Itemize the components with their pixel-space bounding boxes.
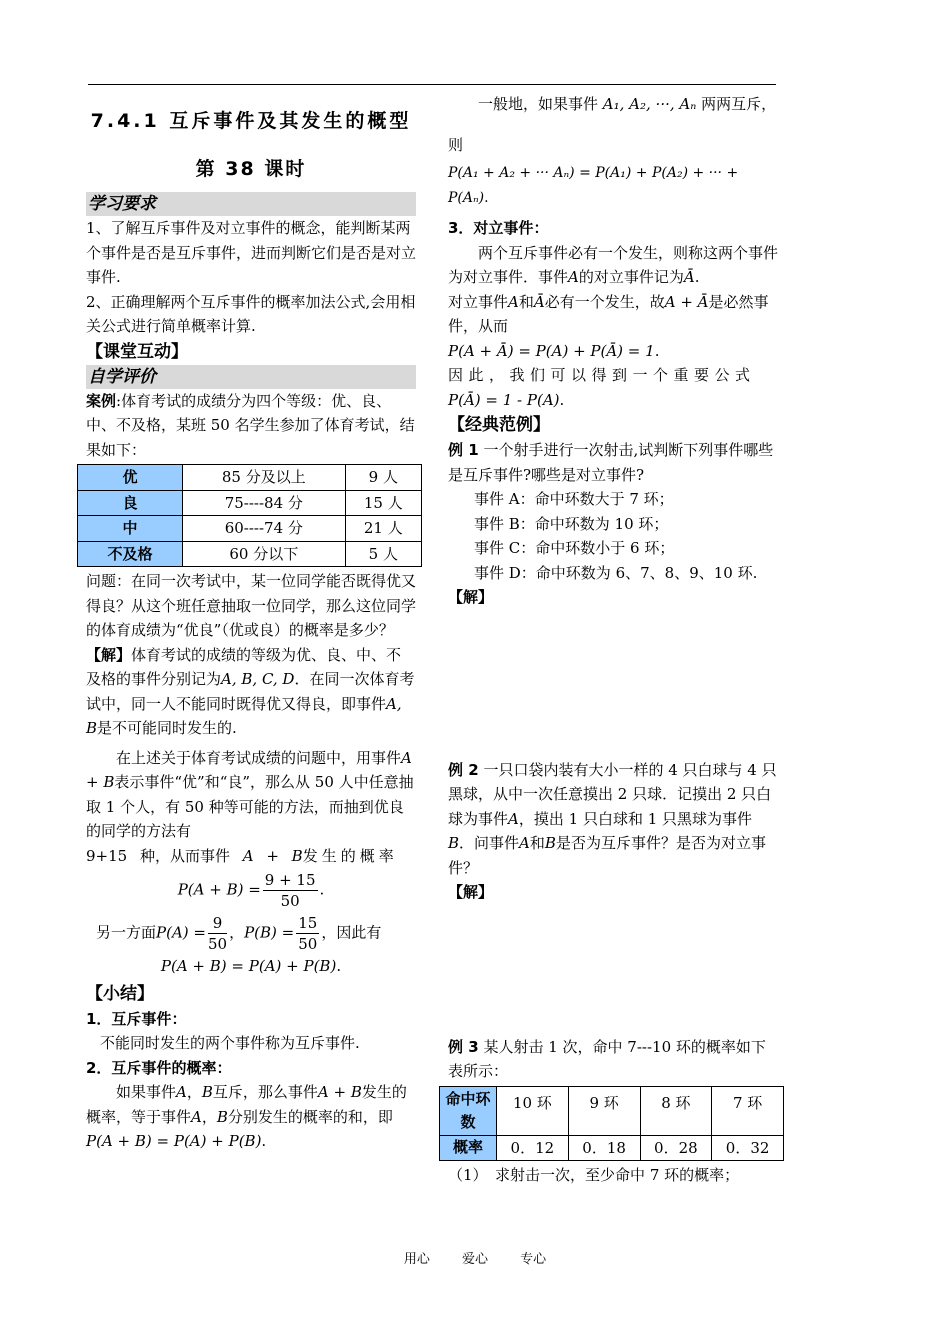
list-item: 事件 D：命中环数为 6、7、8、9、10 环. — [474, 563, 758, 582]
example-1-solution-label: 【解】 — [448, 588, 494, 606]
table-row — [440, 1086, 784, 1135]
requirement-1: 1、了解互斥事件及对立事件的概念，能判断某两个事件是否是互斥事件，进而判断它们是否是对立事件. — [86, 219, 417, 286]
count-cell: 15 人 — [345, 490, 421, 516]
list-item: 事件 C：命中环数小于 6 环； — [474, 539, 675, 557]
summary-1-title: 1．互斥事件： — [86, 1009, 187, 1028]
math-b: B — [216, 1107, 228, 1126]
general-paragraph — [448, 92, 778, 117]
fraction — [263, 870, 318, 911]
example-1 — [448, 438, 778, 487]
period: . — [261, 1132, 267, 1150]
section-requirements: 学习要求 — [86, 192, 416, 216]
table-row — [440, 1135, 784, 1161]
math-abcd: A, B, C, D — [221, 670, 295, 688]
table-row — [78, 465, 422, 491]
ring-cell: 8 环 — [640, 1086, 712, 1135]
list-item: 事件 B：命中环数为 10 环； — [474, 514, 669, 533]
math-a: A — [508, 809, 519, 828]
period: . — [484, 189, 489, 206]
formula-sum: P(A + B) = P(A) + P(B) — [86, 1132, 262, 1150]
formula-3 — [86, 954, 416, 979]
summary-text: 对立事件 — [448, 292, 509, 311]
formula-text: ，因此有 — [321, 923, 382, 942]
summary-2-title: 2．互斥事件的概率： — [86, 1058, 232, 1077]
grade-cell: 优 — [78, 465, 183, 491]
summary-3-formula-1 — [448, 339, 778, 364]
period: . — [694, 268, 700, 286]
formula-sum: P(A + B) = P(A) + P(B) — [160, 957, 337, 975]
prob-cell: 0．18 — [568, 1135, 640, 1161]
formula-lhs: P(A + B) = — [177, 880, 261, 899]
example-2 — [448, 758, 778, 881]
section-self-eval: 自学评价 — [86, 365, 416, 389]
example-label: 例 1 — [448, 441, 479, 459]
page-footer: 用心 爱心 专心 — [403, 1252, 547, 1267]
denominator: 50 — [207, 935, 228, 953]
range-cell: 60----74 分 — [183, 516, 346, 542]
math-apb: A + B — [317, 1083, 362, 1101]
general-text: 两两互斥， — [701, 95, 777, 113]
top-rule — [88, 84, 776, 85]
denominator: 50 — [280, 892, 300, 910]
left-column — [86, 90, 416, 1154]
ring-cell: 10 环 — [497, 1086, 569, 1135]
answer-space — [448, 905, 778, 1035]
summary-3-text — [448, 241, 778, 290]
section-examples: 【经典范例】 — [448, 415, 550, 435]
denominator: 50 — [298, 935, 318, 953]
count-cell: 21 人 — [345, 516, 421, 542]
formula-1 — [86, 870, 416, 911]
period: . — [336, 957, 342, 975]
explanation-paragraph — [86, 746, 416, 844]
numerator: 15 — [298, 914, 318, 932]
summary-text: 是必然事件，从而 — [448, 292, 769, 335]
math-b: B — [201, 1083, 213, 1101]
page-subtitle: 第 38 课时 — [195, 158, 307, 180]
table-row — [78, 490, 422, 516]
math-a: A — [519, 834, 530, 852]
example-text: ，摸出 1 只白球和 1 只黑球为事件 — [518, 809, 753, 828]
math-b: B — [448, 834, 460, 852]
solution-text: 体育考试的成绩的等级为优、良、中、不及格的事件分别记为 — [86, 645, 402, 688]
range-cell: 85 分及以上 — [183, 465, 346, 491]
comma: ， — [229, 923, 245, 942]
math-ab: A, B — [86, 694, 402, 737]
math-apb: A + B — [86, 748, 412, 791]
summary-text: 两个互斥事件必有一个发生，则称这两个事件为对立事件．事件 — [448, 243, 779, 286]
example-text: 和 — [529, 834, 545, 852]
row-header: 命中环数 — [440, 1086, 497, 1135]
example-label: 例 3 — [448, 1037, 479, 1056]
right-column — [445, 92, 779, 1188]
math-events: A₁, A₂, ···, Aₙ — [602, 95, 697, 113]
case-paragraph — [86, 389, 416, 463]
formula-text: 另一方面 — [96, 923, 157, 942]
math-abar: Ā — [533, 292, 545, 311]
solution-paragraph — [86, 643, 416, 741]
general-text: 一般地，如果事件 — [478, 95, 599, 113]
row-header: 概率 — [440, 1135, 497, 1161]
list-item: 事件 A：命中环数大于 7 环； — [474, 490, 674, 508]
summary-2-text — [86, 1080, 416, 1154]
formula-complement-2: P(Ā) = 1 - P(A) — [448, 390, 560, 409]
prob-cell: 0．32 — [712, 1135, 784, 1161]
table-row — [78, 516, 422, 542]
summary-3-text-2 — [448, 290, 778, 339]
summary-text: 和 — [518, 292, 534, 311]
table-row — [78, 541, 422, 567]
comma: ， — [201, 1107, 217, 1126]
summary-text: 互斥，那么事件 — [212, 1083, 318, 1101]
solution-text: 是不可能同时发生的. — [97, 719, 237, 737]
section-interaction: 【课堂互动】 — [86, 341, 188, 362]
explanation-text: 在上述关于体育考试成绩的问题中，用事件 — [116, 748, 402, 767]
fraction — [296, 913, 319, 954]
math-b: B — [544, 834, 556, 852]
summary-text: 如果事件 — [116, 1083, 177, 1101]
count-cell: 5 人 — [345, 541, 421, 567]
prob-cell: 0．12 — [497, 1135, 569, 1161]
explanation-text: 9+15 种，从而事件 — [86, 846, 230, 865]
section-summary: 【小结】 — [86, 983, 154, 1004]
math-a: A — [568, 268, 579, 286]
summary-text: 分别发生的概率的和，即 — [227, 1107, 393, 1126]
grade-cell: 中 — [78, 516, 183, 542]
period: . — [559, 390, 565, 409]
summary-text: 发生的概率，等于事件 — [86, 1083, 407, 1126]
example-2-solution-label: 【解】 — [448, 883, 494, 901]
numerator: 9 — [208, 913, 227, 934]
general-then: 则 — [448, 135, 464, 154]
formula-2 — [86, 913, 416, 954]
math-a: A — [191, 1107, 202, 1126]
range-cell: 60 分以下 — [183, 541, 346, 567]
period: . — [319, 880, 325, 899]
hit-probability-table — [439, 1086, 784, 1162]
example-text: 是否为互斥事件？是否为对立事件？ — [448, 834, 766, 877]
example-text: 一只口袋内装有大小一样的 4 只白球与 4 只黑球，从中一次任意摸出 2 只球．记摸出 2 只白球为事件 — [448, 760, 777, 828]
formula-general: P(A₁ + A₂ + ··· Aₙ) = P(A₁) + P(A₂) + ··· + P(Aₙ) — [448, 165, 739, 206]
fraction — [208, 913, 227, 954]
explanation-text: 发生的概率 — [302, 846, 398, 865]
example-text: ．问事件 — [459, 834, 520, 852]
math-a: A — [176, 1083, 187, 1101]
math-apb: A + B — [242, 846, 303, 865]
formula-pb: P(B) = — [244, 923, 295, 942]
math-a: A — [508, 292, 519, 311]
summary-text: ， — [186, 1083, 202, 1101]
summary-text: 必有一个发生，故 — [544, 292, 665, 311]
summary-1-text: 不能同时发生的两个事件称为互斥事件. — [100, 1034, 360, 1052]
grade-cell: 不及格 — [78, 541, 183, 567]
case-label: 案例 — [86, 391, 117, 410]
case-text: :体育考试的成绩分为四个等级：优、良、中、不及格，某班 50 名学生参加了体育考试，结果如下： — [86, 391, 415, 459]
grade-table — [77, 464, 422, 567]
math-abar: Ā — [683, 268, 695, 286]
example-3 — [448, 1035, 778, 1084]
prob-cell: 0．28 — [640, 1135, 712, 1161]
grade-cell: 良 — [78, 490, 183, 516]
formula-pa: P(A) = — [156, 923, 206, 942]
answer-space — [448, 610, 778, 758]
period: . — [654, 341, 660, 360]
solution-label: 【解】 — [86, 645, 132, 664]
ring-cell: 7 环 — [712, 1086, 784, 1135]
numerator: 9 + 15 — [264, 871, 316, 889]
question-1: （1） 求射击一次，至少命中 7 环的概率； — [448, 1166, 740, 1184]
page-title: 7.4.1 互斥事件及其发生的概型 — [90, 110, 412, 132]
ring-cell: 9 环 — [568, 1086, 640, 1135]
example-label: 例 2 — [448, 760, 479, 779]
count-cell: 9 人 — [345, 465, 421, 491]
example-text: 一个射手进行一次射击,试判断下列事件哪些是互斥事件?哪些是对立事件? — [448, 441, 774, 484]
solution-text: ．在同一次体育考试中，同一人不能同时既得优又得良，即事件 — [86, 670, 415, 713]
explanation-text: 表示事件“优”和“良”，那么从 50 人中任意抽取 1 个人，有 50 种等可能的方法，而抽到优良的同学的方法有 — [86, 773, 414, 840]
math-aplusabar: A + Ā — [664, 292, 709, 311]
summary-text: 的对立事件记为 — [578, 268, 684, 286]
formula-complement: P(A + Ā) = P(A) + P(Ā) = 1 — [448, 341, 655, 360]
summary-3-title: 3．对立事件： — [448, 219, 549, 237]
general-formula — [448, 161, 778, 210]
example-text: 某人射击 1 次，命中 7---10 环的概率如下表所示： — [448, 1037, 766, 1080]
range-cell: 75----84 分 — [183, 490, 346, 516]
requirement-2: 2、正确理解两个互斥事件的概率加法公式,会用相关公式进行简单概率计算. — [86, 292, 416, 335]
explanation-line — [86, 844, 416, 869]
summary-3-text-3: 因此，我们可以得到一个重要公式 — [448, 366, 756, 384]
question-paragraph: 问题：在同一次考试中，某一位同学能否既得优又得良？从这个班任意抽取一位同学，那么这位同学的体育成绩为“优良”（优或良）的概率是多少？ — [86, 572, 417, 639]
summary-3-formula-2 — [448, 388, 778, 413]
